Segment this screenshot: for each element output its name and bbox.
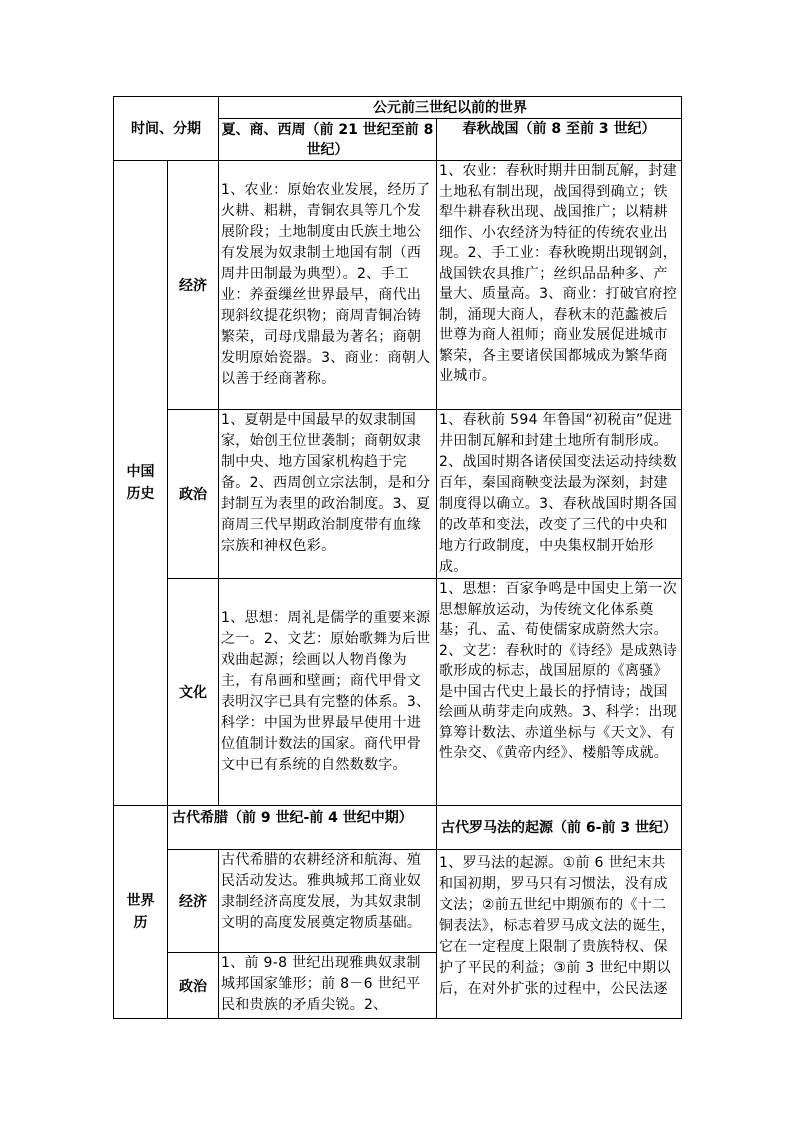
time-period-header: 时间、分期: [114, 97, 219, 161]
china-culture-row: [114, 579, 682, 806]
world-history-text: 世界历: [126, 893, 155, 931]
world-politics-greece-text: 1、前 9-8 世纪出现雅典奴隶制城邦国家雏形；前 8－6 世纪平民和贵族的矛盾尖锐。2、: [219, 953, 437, 1019]
world-economy-label: 经济: [168, 850, 219, 953]
xia-shang-zhou-header: 夏、商、西周（前 21 世纪至前 8 世纪）: [219, 119, 437, 161]
china-history-text: 中国历史: [126, 464, 155, 502]
china-history-label: [114, 161, 168, 806]
china-politics-xsz-text: 1、夏朝是中国最早的奴隶制国家，始创王位世袭制；商朝奴隶制中央、地方国家机构趋于完备。2、西周创立宗法制，是和分封制互为表里的政治制度。3、夏商周三代早期政治制度带有血缘宗族和神权色彩。: [219, 410, 437, 579]
rome-title: 古代罗马法的起源（前 6-前 3 世纪）: [437, 806, 682, 850]
history-table: [113, 96, 682, 1019]
china-economy-xsz-text: 1、农业：原始农业发展，经历了火耕、耜耕，青铜农具等几个发展阶段；土地制度由氏族土地公有发展为奴隶制土地国有制（西周井田制最为典型）。2、手工业：养蚕缫丝世界最早，商代出现斜纹提花织物；商周青铜冶铸繁荣，司母戊鼎最为著名；商朝发明原始瓷器。3、商业：商朝人以善于经商著称。: [219, 161, 437, 410]
chunqiu-zhanguo-header: 春秋战国（前 8 至前 3 世纪）: [437, 119, 682, 161]
china-economy-label: 经济: [168, 161, 219, 410]
world-header-row: [114, 806, 682, 850]
china-politics-row: [114, 410, 682, 579]
greece-title: 古代希腊（前 9 世纪-前 4 世纪中期）: [168, 806, 437, 850]
header-row-1: [114, 97, 682, 119]
world-economy-row: [114, 850, 682, 953]
china-culture-cqzg-text: 1、思想：百家争鸣是中国史上第一次思想解放运动，为传统文化体系奠基；孔、孟、荀使儒家成蔚然大宗。2、文艺：春秋时的《诗经》是成熟诗歌形成的标志，战国屈原的《离骚》是中国古代史上最长的抒情诗；战国绘画从萌芽走向成熟。3、科学：出现算筹计数法、赤道坐标与《天文》、有性杂交、《黄帝内经》、楼船等成就。: [437, 579, 682, 806]
world-politics-label: 政治: [168, 953, 219, 1019]
world-history-label: [114, 806, 168, 1019]
china-economy-row: [114, 161, 682, 410]
rome-law-text: 1、罗马法的起源。①前 6 世纪末共和国初期，罗马只有习惯法，没有成文法；②前五世纪中期颁布的《十二铜表法》，标志着罗马成文法的诞生，它在一定程度上限制了贵族特权、保护了平民的利益；③前 3 世纪中期以后，在对外扩张的过程中，公民法逐: [437, 850, 682, 1019]
china-politics-label: 政治: [168, 410, 219, 579]
china-politics-cqzg-text: 1、春秋前 594 年鲁国“初税亩”促进井田制瓦解和封建土地所有制形成。2、战国时期各诸侯国变法运动持续数百年，秦国商鞅变法最为深刻，封建制度得以确立。3、春秋战国时期各国的改革和变法，改变了三代的中央和地方行政制度，中央集权制开始形成。: [437, 410, 682, 579]
world-economy-greece-text: 古代希腊的农耕经济和航海、殖民活动发达。雅典城邦工商业奴隶制经济高度发展，为其奴隶制文明的高度发展奠定物质基础。: [219, 850, 437, 953]
china-culture-label: 文化: [168, 579, 219, 806]
china-culture-xsz-text: 1、思想：周礼是儒学的重要来源之一。2、文艺：原始歌舞为后世戏曲起源；绘画以人物肖像为主，有帛画和壁画；商代甲骨文表明汉字已具有完整的体系。3、科学：中国为世界最早使用十进位值制计数法的国家。商代甲骨文中已有系统的自然数数字。: [219, 579, 437, 806]
world-title-header: 公元前三世纪以前的世界: [219, 97, 682, 119]
china-economy-cqzg-text: 1、农业：春秋时期井田制瓦解，封建土地私有制出现，战国得到确立；铁犁牛耕春秋出现、战国推广；以精耕细作、小农经济为特征的传统农业出现。2、手工业：春秋晚期出现钢剑，战国铁农具推广；丝织品品种多、产量大、质量高。3、商业：打破官府控制，涌现大商人，春秋末的范蠡被后世尊为商人祖师；商业发展促进城市繁荣，各主要诸侯国都城成为繁华商业城市。: [437, 161, 682, 410]
